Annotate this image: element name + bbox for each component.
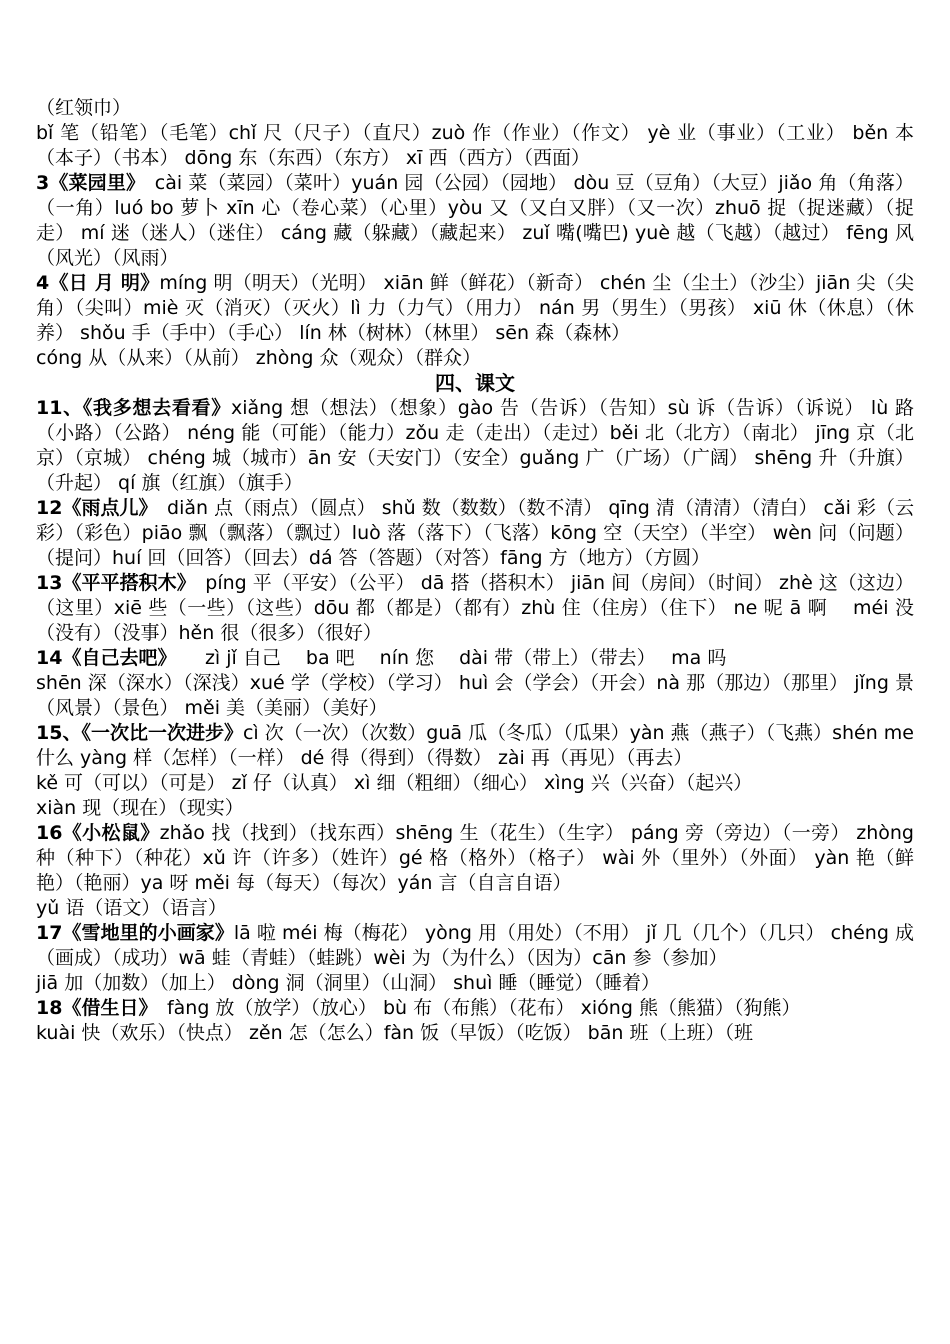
lesson-title: 3《菜园里》 xyxy=(36,172,136,194)
vocab-text: yǔ 语（语文）（语言） xyxy=(36,897,227,919)
vocab-text: píng 平（平安）（公平） dā 搭（搭积木） jiān 间（房间）（时间） zhè 这（这边）（这里）xiē 些（一些）（这些）dōu 都（都是）（都有）zhù 住（住房）（住下） ne 呢 ā 啊 méi 没（没有）（没事）hěn 很（很多）（很好） xyxy=(36,572,914,644)
paragraph-17 xyxy=(36,971,914,996)
vocab-text: zhǎo 找（找到）（找东西）shēng 生（花生）（生字） páng 旁（旁边）（一旁） zhòng 种（种下）（种花）xǔ 许（许多）（姓许）gé 格（格外）（格子） wài 外（里外）（外面） yàn 艳（鲜艳）（艳丽）ya 呀 měi 每（每天）（每次）yán 言（自言自语） xyxy=(36,822,914,894)
paragraph-lesson-4 xyxy=(36,271,914,346)
document-body xyxy=(36,96,914,1046)
paragraph-lesson-3 xyxy=(36,171,914,271)
paragraph-15 xyxy=(36,896,914,921)
lesson-title: 4《日 月 明》 xyxy=(36,272,160,294)
lesson-title: 11、《我多想去看看》 xyxy=(36,397,231,419)
lesson-title: 14《自己去吧》 xyxy=(36,647,167,669)
vocab-text: diǎn 点（雨点）（圆点） shǔ 数（数数）（数不清） qīng 清（清清）（清白） cǎi 彩（云彩）（彩色）piāo 飘（飘落）（飘过）luò 落（落下）（飞落）kōng 空（天空）（半空） wèn 问（问题）（提问）huí 回（回答）（回去）dá 答（答题）（对答）fāng 方（地方）（方圆） xyxy=(36,497,914,569)
lesson-title: 18《借生日》 xyxy=(36,997,148,1019)
vocab-text: kě 可（可以）（可是） zǐ 仔（认真） xì 细（粗细）（细心） xìng 兴（兴奋）（起兴） xyxy=(36,772,753,794)
paragraph-lesson-17 xyxy=(36,921,914,971)
vocab-text: cì 次（一次）（次数）guā 瓜（冬瓜）（瓜果）yàn 燕（燕子）（飞燕）shén me 什么 yàng 样（怎样）（一样） dé 得（得到）（得数） zài 再（再见）（再去） xyxy=(36,722,914,769)
vocab-text: jiā 加（加数）（加上） dòng 洞（洞里）（山洞） shuì 睡（睡觉）（睡着） xyxy=(36,972,660,994)
vocab-text: lā 啦 méi 梅（梅花） yòng 用（用处）（不用） jǐ 几（几个）（几只） chéng 成（画成）（成功）wā 蛙（青蛙）（蛙跳）wèi 为（为什么）（因为）cān 参（参加） xyxy=(36,922,914,969)
section-heading: 四、课文 xyxy=(435,371,515,395)
paragraph-5 xyxy=(36,346,914,371)
vocab-text: xiàn 现（现在）（现实） xyxy=(36,797,244,819)
paragraph-2 xyxy=(36,121,914,171)
lesson-title: 12《雨点儿》 xyxy=(36,497,149,519)
vocab-text: cóng 从（从来）（从前） zhòng 众（观众）（群众） xyxy=(36,347,482,369)
vocab-text: xiǎng 想（想法）（想象）gào 告（告诉）（告知）sù 诉（告诉）（诉说） lù 路（小路）（公路） néng 能（可能）（能力）zǒu 走（走出）（走过）běi 北（北方）（南北） jīng 京（北京）（京城） chéng 城（城市）ān 安（天安门）（安全）guǎng 广（广场）（广阔） shēng 升（升旗）（升起） qí 旗（红旗）（旗手） xyxy=(36,397,914,494)
paragraph-10 xyxy=(36,671,914,721)
paragraph-lesson-14 xyxy=(36,646,914,671)
paragraph-19 xyxy=(36,1021,914,1046)
vocab-text: zì jǐ 自己 ba 吧 nín 您 dài 带（带上）（带去） ma 吗 xyxy=(166,647,727,669)
lesson-title: 17《雪地里的小画家》 xyxy=(36,922,234,944)
paragraph-13 xyxy=(36,796,914,821)
vocab-text: kuài 快（欢乐）（快点） zěn 怎（怎么）fàn 饭（早饭）（吃饭） bān 班（上班）（班 xyxy=(36,1022,753,1044)
paragraph-lesson-16 xyxy=(36,821,914,896)
paragraph-lesson-11 xyxy=(36,396,914,496)
vocab-text: fàng 放（放学）（放心） bù 布（布熊）（花布） xióng 熊（熊猫）（狗熊） xyxy=(147,997,801,1019)
vocab-text: shēn 深（深水）（深浅）xué 学（学校）（学习） huì 会（学会）（开会）nà 那（那边）（那里） jǐng 景（风景）（景色） měi 美（美丽）（美好） xyxy=(36,672,914,719)
paragraph-1 xyxy=(36,96,914,121)
paragraph-lesson-18 xyxy=(36,996,914,1021)
paragraph-lesson-15 xyxy=(36,721,914,771)
vocab-text: （红领巾） xyxy=(36,97,132,119)
vocab-text: bǐ 笔（铅笔）（毛笔）chǐ 尺（尺子）（直尺）zuò 作（作业）（作文） yè 业（事业）（工业） běn 本（本子）（书本） dōng 东（东西）（东方） xī 西（西方）（西面） xyxy=(36,122,914,169)
paragraph-lesson-13 xyxy=(36,571,914,646)
lesson-title: 15、《一次比一次进步》 xyxy=(36,722,243,744)
vocab-text: míng 明（明天）（光明） xiān 鲜（鲜花）（新奇） chén 尘（尘土）（沙尘）jiān 尖（尖角）（尖叫）miè 灭（消灭）（灭火）lì 力（力气）（用力） nán 男（男生）（男孩） xiū 休（休息）（休养） shǒu 手（手中）（手心） lín 林（树林）（林里） sēn 森（森林） xyxy=(36,272,914,344)
paragraph-12 xyxy=(36,771,914,796)
lesson-title: 13《平平搭积木》 xyxy=(36,572,187,594)
paragraph-lesson-12 xyxy=(36,496,914,571)
vocab-text: cài 菜（菜园）（菜叶）yuán 园（公园）（园地） dòu 豆（豆角）（大豆）jiǎo 角（角落）（一角）luó bo 萝卜 xīn 心（卷心菜）（心里）yòu 又（又白又胖）（又一次）zhuō 捉（捉迷藏）（捉走） mí 迷（迷人）（迷住） cáng 藏（躲藏）（藏起来） zuǐ 嘴(嘴巴) yuè 越（飞越）（越过） fēng 风（风光）（风雨） xyxy=(36,172,914,269)
lesson-title: 16《小松鼠》 xyxy=(36,822,160,844)
